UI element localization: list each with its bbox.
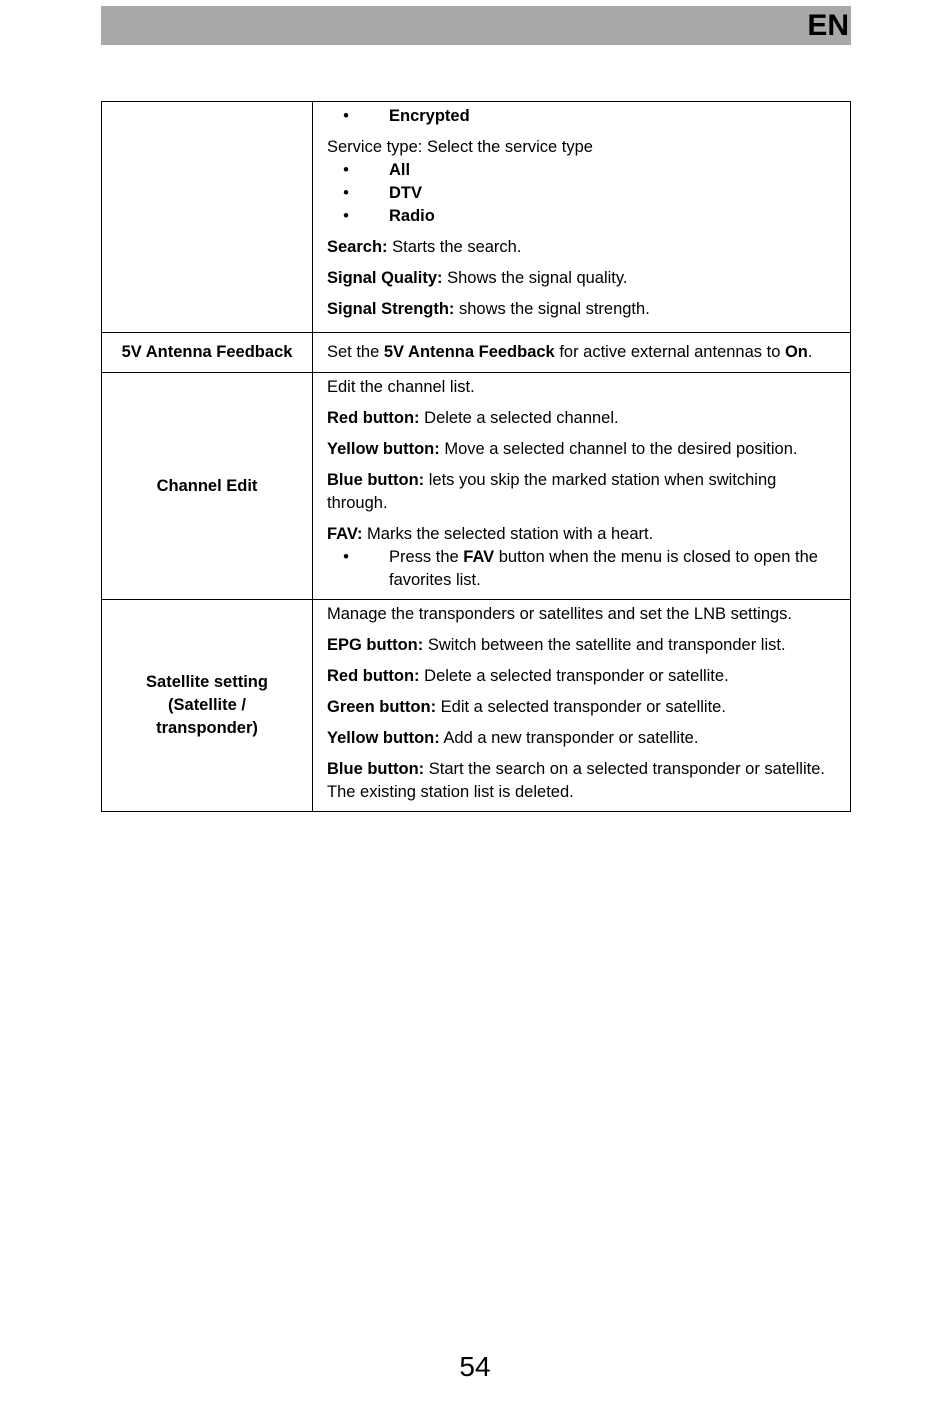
green-button-paragraph: Green button: Edit a selected transponder or satellite. (327, 698, 726, 716)
list-item: • Radio (343, 207, 435, 225)
table-row (102, 102, 851, 333)
language-label: EN (807, 9, 849, 42)
fav-paragraph: FAV: Marks the selected station with a heart. (327, 525, 654, 543)
blue-button-paragraph: Blue button: lets you skip the marked station when switching through. (327, 471, 777, 512)
row-description (313, 102, 851, 333)
signal-quality-paragraph: Signal Quality: Shows the signal quality. (327, 269, 628, 287)
channel-edit-intro: Edit the channel list. (327, 378, 475, 396)
yellow-button-paragraph: Yellow button: Add a new transponder or satellite. (327, 729, 699, 747)
row-label-empty (102, 102, 313, 333)
table-row (102, 600, 851, 812)
list-item: • Encrypted (343, 107, 470, 125)
satellite-intro: Manage the transponders or satellites and set the LNB settings. (327, 605, 793, 623)
list-item: • DTV (343, 184, 422, 202)
settings-table (101, 101, 851, 812)
service-type-list (327, 159, 840, 228)
blue-button-paragraph: Blue button: Start the search on a selected transponder or satellite. The existing station list is deleted. (327, 760, 825, 801)
signal-strength-paragraph: Signal Strength: shows the signal strength. (327, 300, 650, 318)
bullet-list (327, 105, 840, 128)
language-header-bar (101, 6, 851, 45)
row-label-antenna: 5V Antenna Feedback (102, 333, 313, 373)
row-description: Set the 5V Antenna Feedback for active external antennas to On. (313, 333, 851, 373)
yellow-button-paragraph: Yellow button: Move a selected channel to the desired position. (327, 440, 798, 458)
fav-bullet-list (327, 546, 840, 592)
red-button-paragraph: Red button: Delete a selected channel. (327, 409, 619, 427)
list-item: • Press the FAV button when the menu is closed to open the favorites list. (343, 548, 818, 589)
row-label-satellite-setting: Satellite setting (Satellite / transponder) (102, 600, 313, 812)
epg-button-paragraph: EPG button: Switch between the satellite and transponder list. (327, 636, 786, 654)
row-label-channel-edit: Channel Edit (102, 373, 313, 600)
red-button-paragraph: Red button: Delete a selected transponder or satellite. (327, 667, 729, 685)
page-number: 54 (459, 1351, 491, 1382)
row-description (313, 373, 851, 600)
table-row (102, 373, 851, 600)
list-item: • All (343, 161, 411, 179)
service-type-text: Service type: Select the service type (327, 138, 593, 156)
table-row (102, 333, 851, 373)
row-description (313, 600, 851, 812)
search-paragraph: Search: Starts the search. (327, 238, 522, 256)
